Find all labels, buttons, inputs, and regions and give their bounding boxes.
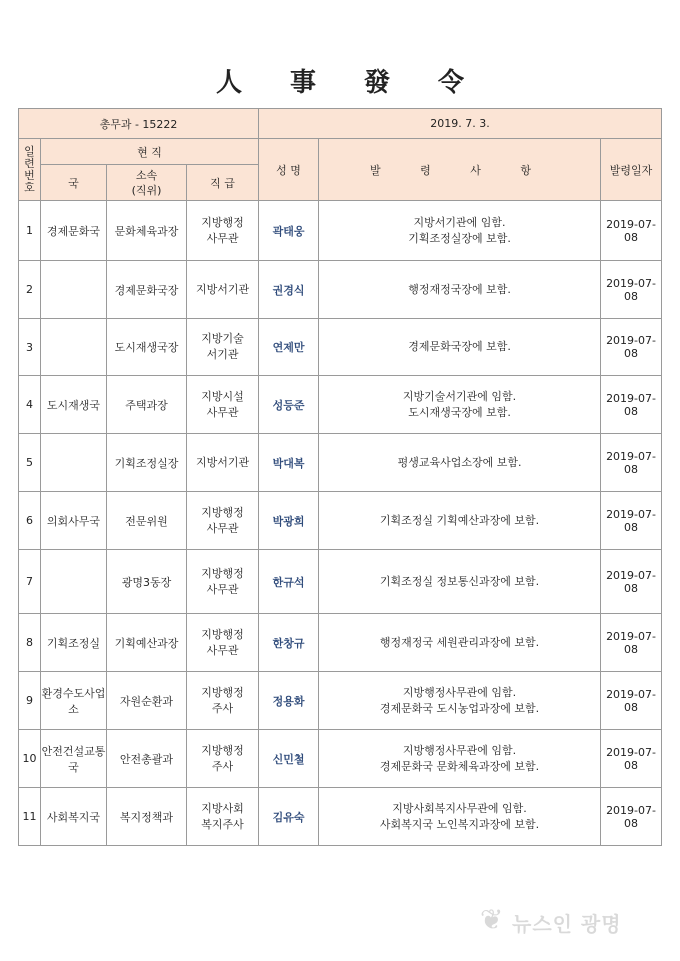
row-order: 행정재정국장에 보함. <box>319 261 601 319</box>
row-name: 한규석 <box>259 550 319 614</box>
row-unit: 자원순환과 <box>107 672 187 730</box>
header-bureau: 국 <box>41 165 107 201</box>
table-row <box>19 319 662 376</box>
row-date: 2019-07-08 <box>601 434 662 492</box>
watermark-text: 뉴스인 광명 <box>512 912 622 936</box>
row-unit: 도시재생국장 <box>107 319 187 376</box>
row-bureau <box>41 261 107 319</box>
row-rank: 지방기술 서기관 <box>187 319 259 376</box>
row-bureau: 기획조정실 <box>41 614 107 672</box>
row-rank: 지방행정 사무관 <box>187 614 259 672</box>
row-date: 2019-07-08 <box>601 788 662 846</box>
row-rank: 지방서기관 <box>187 434 259 492</box>
row-name: 박광희 <box>259 492 319 550</box>
table-row <box>19 614 662 672</box>
row-unit: 주택과장 <box>107 376 187 434</box>
table-row <box>19 672 662 730</box>
row-name: 곽태웅 <box>259 201 319 261</box>
doc-info-row <box>19 109 662 139</box>
row-bureau: 경제문화국 <box>41 201 107 261</box>
row-date: 2019-07-08 <box>601 376 662 434</box>
row-bureau: 도시재생국 <box>41 376 107 434</box>
row-number: 5 <box>19 434 41 492</box>
doc-date: 2019. 7. 3. <box>259 109 662 139</box>
header-current-post: 현 직 <box>41 139 259 165</box>
personnel-order-table <box>18 108 662 846</box>
table-row <box>19 376 662 434</box>
row-rank: 지방사회 복지주사 <box>187 788 259 846</box>
row-unit: 광명3동장 <box>107 550 187 614</box>
row-number: 2 <box>19 261 41 319</box>
row-date: 2019-07-08 <box>601 550 662 614</box>
row-order: 지방기술서기관에 임함. 도시재생국장에 보함. <box>319 376 601 434</box>
row-name: 권경식 <box>259 261 319 319</box>
row-date: 2019-07-08 <box>601 614 662 672</box>
row-date: 2019-07-08 <box>601 261 662 319</box>
table-row <box>19 730 662 788</box>
header-unit: 소속 (직위) <box>107 165 187 201</box>
header-row-1 <box>19 139 662 165</box>
row-order: 기획조정실 정보통신과장에 보함. <box>319 550 601 614</box>
row-unit: 기획조정실장 <box>107 434 187 492</box>
row-rank: 지방행정 주사 <box>187 672 259 730</box>
row-bureau: 안전건설교통국 <box>41 730 107 788</box>
row-number: 6 <box>19 492 41 550</box>
row-unit: 기획예산과장 <box>107 614 187 672</box>
row-date: 2019-07-08 <box>601 201 662 261</box>
header-date: 발령일자 <box>601 139 662 201</box>
row-number: 4 <box>19 376 41 434</box>
row-name: 신민철 <box>259 730 319 788</box>
row-name: 김유숙 <box>259 788 319 846</box>
row-number: 11 <box>19 788 41 846</box>
header-seq: 일 련 번 호 <box>19 139 41 201</box>
row-name: 박대복 <box>259 434 319 492</box>
row-number: 7 <box>19 550 41 614</box>
row-rank: 지방시설 사무관 <box>187 376 259 434</box>
row-date: 2019-07-08 <box>601 672 662 730</box>
row-order: 지방서기관에 임함. 기획조정실장에 보함. <box>319 201 601 261</box>
row-number: 1 <box>19 201 41 261</box>
row-unit: 복지정책과 <box>107 788 187 846</box>
row-unit: 안전총괄과 <box>107 730 187 788</box>
table-row <box>19 201 662 261</box>
row-rank: 지방행정 사무관 <box>187 550 259 614</box>
row-order: 지방행정사무관에 임함. 경제문화국 도시농업과장에 보함. <box>319 672 601 730</box>
row-order: 지방행정사무관에 임함. 경제문화국 문화체육과장에 보함. <box>319 730 601 788</box>
table-row <box>19 261 662 319</box>
row-rank: 지방행정 사무관 <box>187 201 259 261</box>
row-name: 성등준 <box>259 376 319 434</box>
row-rank: 지방행정 주사 <box>187 730 259 788</box>
row-name: 한창규 <box>259 614 319 672</box>
title-char: 發 <box>364 68 391 98</box>
row-number: 10 <box>19 730 41 788</box>
watermark-logo-icon: ❦ <box>480 903 504 936</box>
dept-number: 총무과 - 15222 <box>19 109 259 139</box>
row-bureau: 환경수도사업소 <box>41 672 107 730</box>
row-order: 경제문화국장에 보함. <box>319 319 601 376</box>
row-unit: 경제문화국장 <box>107 261 187 319</box>
header-rank: 직 급 <box>187 165 259 201</box>
table-row <box>19 492 662 550</box>
row-order: 평생교육사업소장에 보함. <box>319 434 601 492</box>
document-title <box>0 62 680 99</box>
row-number: 3 <box>19 319 41 376</box>
row-order: 기획조정실 기획예산과장에 보함. <box>319 492 601 550</box>
title-char: 人 <box>215 68 242 98</box>
table-row <box>19 788 662 846</box>
row-rank: 지방행정 사무관 <box>187 492 259 550</box>
row-bureau <box>41 319 107 376</box>
row-unit: 전문위원 <box>107 492 187 550</box>
row-bureau <box>41 434 107 492</box>
row-date: 2019-07-08 <box>601 730 662 788</box>
title-char: 事 <box>289 68 316 98</box>
row-date: 2019-07-08 <box>601 319 662 376</box>
row-name: 연제만 <box>259 319 319 376</box>
header-name: 성 명 <box>259 139 319 201</box>
table-row <box>19 550 662 614</box>
row-order: 행정재정국 세원관리과장에 보함. <box>319 614 601 672</box>
title-char: 令 <box>438 68 465 98</box>
row-bureau: 사회복지국 <box>41 788 107 846</box>
row-unit: 문화체육과장 <box>107 201 187 261</box>
row-rank: 지방서기관 <box>187 261 259 319</box>
header-order: 발 령 사 항 <box>319 139 601 201</box>
row-number: 8 <box>19 614 41 672</box>
row-name: 정용화 <box>259 672 319 730</box>
row-bureau <box>41 550 107 614</box>
row-number: 9 <box>19 672 41 730</box>
row-order: 지방사회복지사무관에 임함. 사회복지국 노인복지과장에 보함. <box>319 788 601 846</box>
row-bureau: 의회사무국 <box>41 492 107 550</box>
row-date: 2019-07-08 <box>601 492 662 550</box>
table-row <box>19 434 662 492</box>
